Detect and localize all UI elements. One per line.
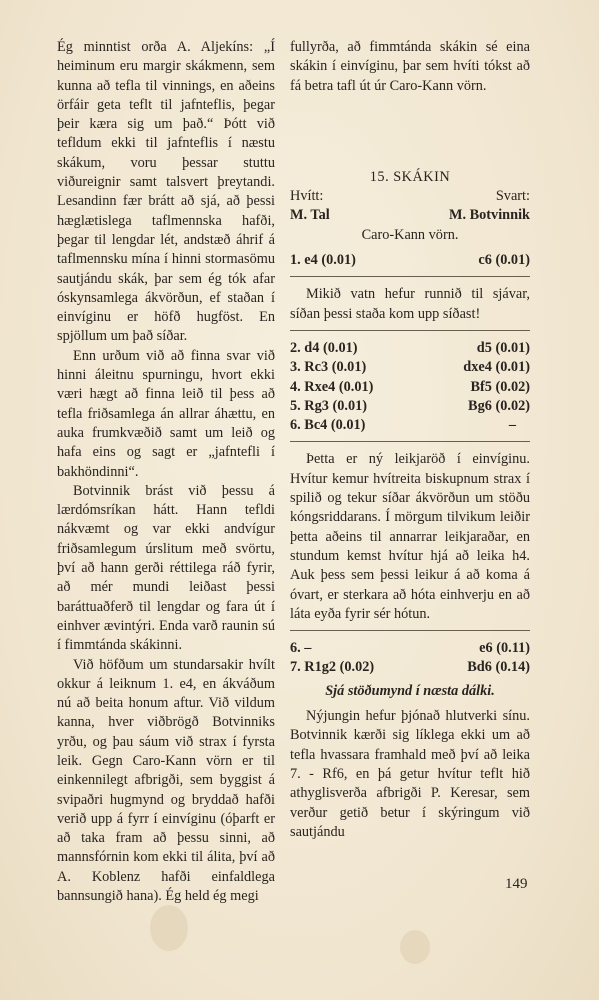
player-labels bbox=[290, 187, 530, 206]
move-row bbox=[290, 639, 530, 658]
left-column bbox=[57, 38, 275, 906]
black-move: c6 (0.01) bbox=[478, 252, 530, 269]
white-move: 2. d4 (0.01) bbox=[290, 339, 358, 356]
divider bbox=[290, 441, 530, 442]
white-move: 7. R1g2 (0.02) bbox=[290, 659, 375, 676]
white-player: M. Tal bbox=[290, 207, 330, 224]
white-move: 5. Rg3 (0.01) bbox=[290, 397, 368, 414]
paragraph: Botvinnik brást við þessu á lærdómsríkan hátt. Hann tefldi nákvæmt og var ekki andvígur friðsamlegum úrslitum með svörtu, því að hann gerði réttilega ráð fyrir, að mér mundi leiðast þessi baráttuaðferð til lengdar og fara út í einhver ævintýri. Enda varð raunin sú í fimmtánda skákinni. bbox=[57, 482, 275, 654]
move-row bbox=[290, 339, 530, 358]
paragraph: Ég minntist orða A. Aljekíns: „Í heiminum eru margir skákmenn, sem kunna að tefla til vinnings, en aðeins örfáir geta teflt til jafnteflis, þegar þeir kæra sig um það.“ Þótt við tefldum ekki til jafnteflis í næstu skákum, voru þessar stuttu viðureignir samt talsvert þreytandi. Lesandinn fær brátt að sjá, að þessi hæglætislega taflmennska hafði, þegar til lengdar lét, andstæð áhrif á taflmennsku mína í hinni stormasömu sautjándu skák, þar sem ég tók afar óskynsamlega ákvörðun, ef staðan í einvíginu er höfð hugföst. En spjöllum um það síðar. bbox=[57, 39, 275, 345]
black-move: – bbox=[508, 417, 516, 434]
move-row bbox=[290, 658, 530, 677]
white-move: 6. Bc4 (0.01) bbox=[290, 417, 366, 434]
white-move: 1. e4 (0.01) bbox=[290, 252, 356, 269]
game-title: 15. SKÁKIN bbox=[369, 168, 451, 185]
black-move: d5 (0.01) bbox=[476, 339, 530, 356]
white-move: 6. – bbox=[290, 640, 312, 657]
move-row bbox=[290, 358, 530, 377]
black-move: Bg6 (0.02) bbox=[468, 397, 530, 414]
black-label: Svart: bbox=[495, 188, 530, 205]
black-player: M. Botvinnik bbox=[448, 207, 530, 224]
move-row bbox=[290, 378, 530, 397]
diagram-note: Sjá stöðumynd í næsta dálki. bbox=[325, 682, 495, 699]
comment: Nýjungin hefur þjónað hlutverki sínu. Botvinnik kærði sig líklega ekki um að tefla hvassara framhald með því að leika 7. - Rf6, en þá getur hvítur teflt hið athyglisverða afbrigði P. Keresar, sem verður getið betur í skýringum við sautjándu bbox=[290, 708, 530, 840]
divider bbox=[290, 630, 530, 631]
white-move: 4. Rxe4 (0.01) bbox=[290, 378, 374, 395]
divider bbox=[290, 276, 530, 277]
opening-name: Caro-Kann vörn. bbox=[361, 226, 459, 243]
white-label: Hvítt: bbox=[290, 188, 324, 205]
comment: Mikið vatn hefur runnið til sjávar, síðan þessi staða kom upp síðast! bbox=[290, 286, 530, 322]
divider bbox=[290, 330, 530, 331]
page-stain bbox=[400, 930, 430, 964]
paragraph: fullyrða, að fimmtánda skákin sé eina skákin í einvíginu, þar sem hvíti tókst að fá betra tafl út úr Caro-Kann vörn. bbox=[290, 39, 530, 94]
white-move: 3. Rc3 (0.01) bbox=[290, 359, 367, 376]
page-stain bbox=[150, 905, 188, 951]
move-row bbox=[290, 416, 530, 435]
comment: Þetta er ný leikjaröð í einvíginu. Hvítur kemur hvítreita biskupnum strax í spilið og tekur síðar ákvörðun um stöðu kóngsriddarans. Í mörgum tilvikum leiðir þetta aðeins til annarrar leikjaraðar, en stundum kemst hvítur hjá að leika h4. Auk þess sem þessi leikur á að koma á óvart, er sterkara að hóta einhverju en að láta eyða fyrir sér hótun. bbox=[290, 451, 530, 622]
player-names bbox=[290, 206, 530, 225]
paragraph: Við höfðum um stundarsakir hvílt okkur á leiknum 1. e4, en ákváðum nú að beita honum aftur. Við vildum kanna, hver viðbrögð Botvinniks yrðu, og þau sáum við strax í fyrsta leik. Gegn Caro-Kann vörn er til einkennilegt afbrigði, sem byggist á svipaðri hugmynd og bryddað hafði verið upp á fyrr í einvíginu (óþarft er að taka fram að þessu sinni, að mannsfórnin kom ekki til álita, því að A. Koblenz hafði einfaldlega bannsungið hana). Ég held ég megi bbox=[57, 656, 275, 905]
move-row bbox=[290, 251, 530, 270]
right-column bbox=[290, 38, 530, 842]
black-move: Bd6 (0.14) bbox=[467, 659, 530, 676]
black-move: Bf5 (0.02) bbox=[470, 378, 530, 395]
page-number: 149 bbox=[505, 876, 528, 892]
black-move: e6 (0.11) bbox=[479, 640, 530, 657]
black-move: dxe4 (0.01) bbox=[463, 359, 530, 376]
move-row bbox=[290, 397, 530, 416]
paragraph: Enn urðum við að finna svar við hinni áleitnu spurningu, hvort ekki væri hægt að finna leið til þess að tefla friðsamlega án allrar áhættu, en auka frumkvæðið samt um leið og hafa eins og sagt er „jafntefli í bakhöndinni“. bbox=[57, 347, 275, 480]
